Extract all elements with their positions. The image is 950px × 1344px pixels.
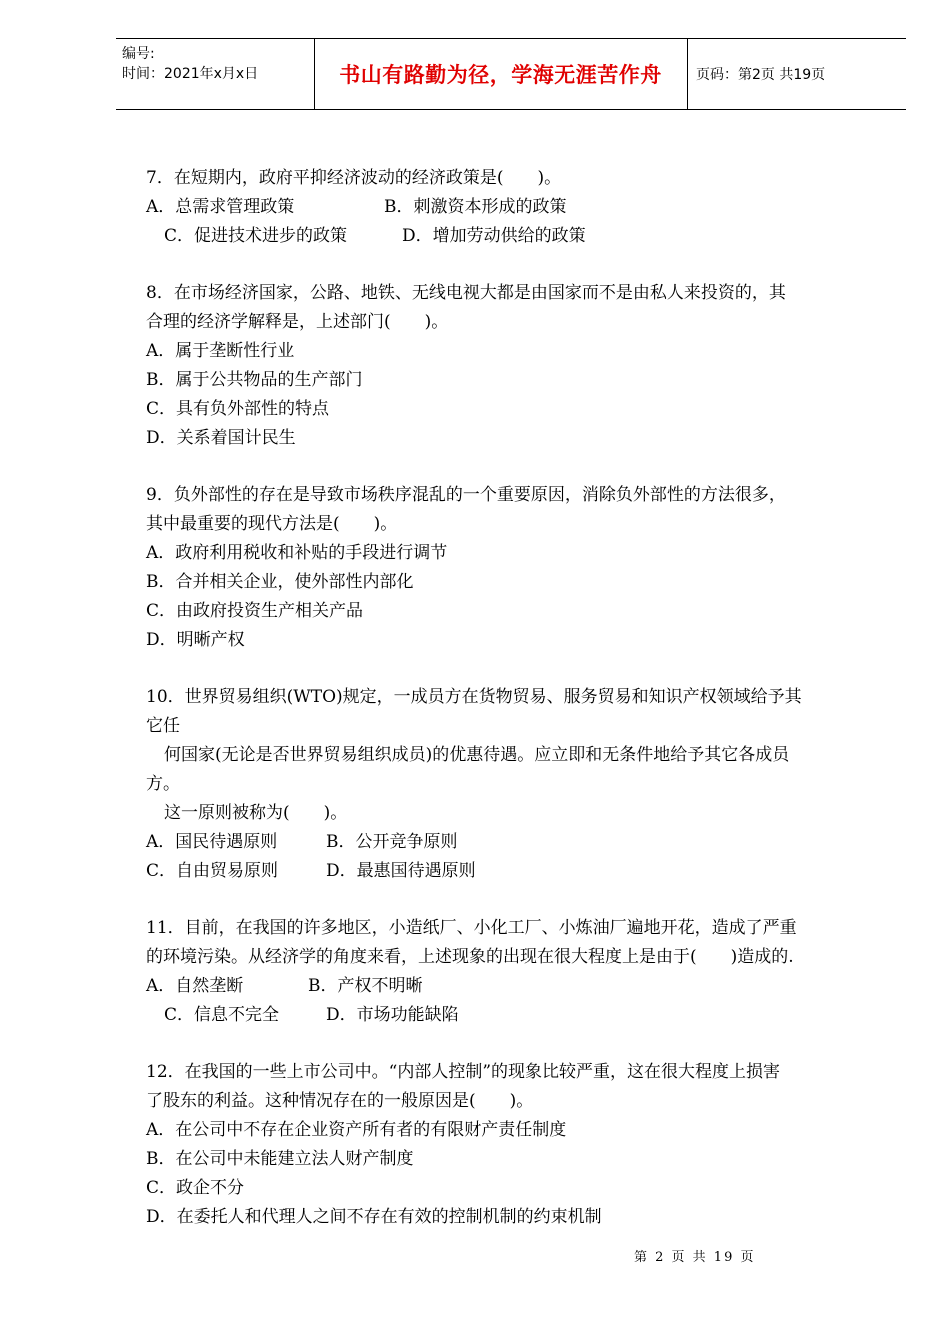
option-a: A．国民待遇原则 <box>146 832 278 852</box>
motto-text: 书山有路勤为径，学海无涯苦作舟 <box>339 63 662 87</box>
question-10-stem-line-2: 它任 <box>146 716 180 736</box>
option-c: C．由政府投资生产相关产品 <box>146 601 364 621</box>
option-c: C．具有负外部性的特点 <box>146 399 330 419</box>
option-b: B．产权不明晰 <box>308 976 423 996</box>
option-d: D．在委托人和代理人之间不存在有效的控制机制的约束机制 <box>146 1207 602 1227</box>
option-b: B．公开竞争原则 <box>326 832 458 852</box>
option-a: A．政府利用税收和补贴的手段进行调节 <box>146 543 448 563</box>
question-12-stem-line-2: 了股东的利益。这种情况存在的一般原因是( )。 <box>146 1091 534 1111</box>
option-a: A．自然垄断 <box>146 976 244 996</box>
question-7-options-row-2 <box>146 222 876 251</box>
question-10-options-row-2 <box>146 857 876 886</box>
question-11-options-row-2 <box>146 1001 876 1030</box>
option-c: C．信息不完全 <box>164 1005 280 1025</box>
question-7-stem: 7．在短期内，政府平抑经济波动的经济政策是( )。 <box>146 168 562 188</box>
question-7-options-row-1 <box>146 193 876 222</box>
option-b: B．在公司中未能建立法人财产制度 <box>146 1149 414 1169</box>
option-d: D．最惠国待遇原则 <box>326 861 476 881</box>
question-10-options-row-1 <box>146 828 876 857</box>
header-motto-cell <box>314 39 688 109</box>
question-9-stem-line-1: 9．负外部性的存在是导致市场秩序混乱的一个重要原因，消除负外部性的方法很多， <box>146 485 786 505</box>
question-8-stem-line-2: 合理的经济学解释是，上述部门( )。 <box>146 312 449 332</box>
serial-label: 编号: <box>122 46 155 62</box>
option-c: C．促进技术进步的政策 <box>164 226 348 246</box>
page-header <box>116 38 906 110</box>
option-d: D．增加劳动供给的政策 <box>402 226 586 246</box>
question-10-stem-line-3: 何国家(无论是否世界贸易组织成员)的优惠待遇。应立即和无条件地给予其它各成员 <box>164 745 790 765</box>
option-a: A．总需求管理政策 <box>146 197 295 217</box>
option-d: D．市场功能缺陷 <box>326 1005 459 1025</box>
option-c: C．自由贸易原则 <box>146 861 279 881</box>
question-12-stem-line-1: 12．在我国的一些上市公司中。“内部人控制”的现象比较严重，这在很大程度上损害 <box>146 1062 781 1082</box>
question-10-stem-line-4: 方。 <box>146 774 180 794</box>
time-label: 时间：2021年x月x日 <box>122 66 259 82</box>
option-d: D．明晰产权 <box>146 630 245 650</box>
question-9-stem-line-2: 其中最重要的现代方法是( )。 <box>146 514 398 534</box>
question-10-stem-line-5: 这一原则被称为( )。 <box>164 803 348 823</box>
option-b: B．属于公共物品的生产部门 <box>146 370 363 390</box>
question-11-options-row-1 <box>146 972 876 1001</box>
option-c: C．政企不分 <box>146 1178 245 1198</box>
page-footer: 第 2 页 共 19 页 <box>634 1250 756 1265</box>
question-11-stem-line-2: 的环境污染。从经济学的角度来看，上述现象的出现在很大程度上是由于( )造成的. <box>146 947 794 967</box>
header-page-cell <box>688 39 906 109</box>
question-list <box>146 164 876 1232</box>
option-d: D．关系着国计民生 <box>146 428 296 448</box>
option-a: A．在公司中不存在企业资产所有者的有限财产责任制度 <box>146 1120 567 1140</box>
question-10-stem-line-1: 10．世界贸易组织(WTO)规定，一成员方在货物贸易、服务贸易和知识产权领域给予其 <box>146 687 802 707</box>
option-b: B．刺激资本形成的政策 <box>384 197 567 217</box>
option-a: A．属于垄断性行业 <box>146 341 295 361</box>
page-label: 页码：第2页 共19页 <box>696 67 826 83</box>
header-meta-cell <box>116 39 315 109</box>
option-b: B．合并相关企业，使外部性内部化 <box>146 572 414 592</box>
question-8-stem-line-1: 8．在市场经济国家，公路、地铁、无线电视大都是由国家而不是由私人来投资的，其 <box>146 283 786 303</box>
question-11-stem-line-1: 11．目前，在我国的许多地区，小造纸厂、小化工厂、小炼油厂遍地开花，造成了严重 <box>146 918 797 938</box>
